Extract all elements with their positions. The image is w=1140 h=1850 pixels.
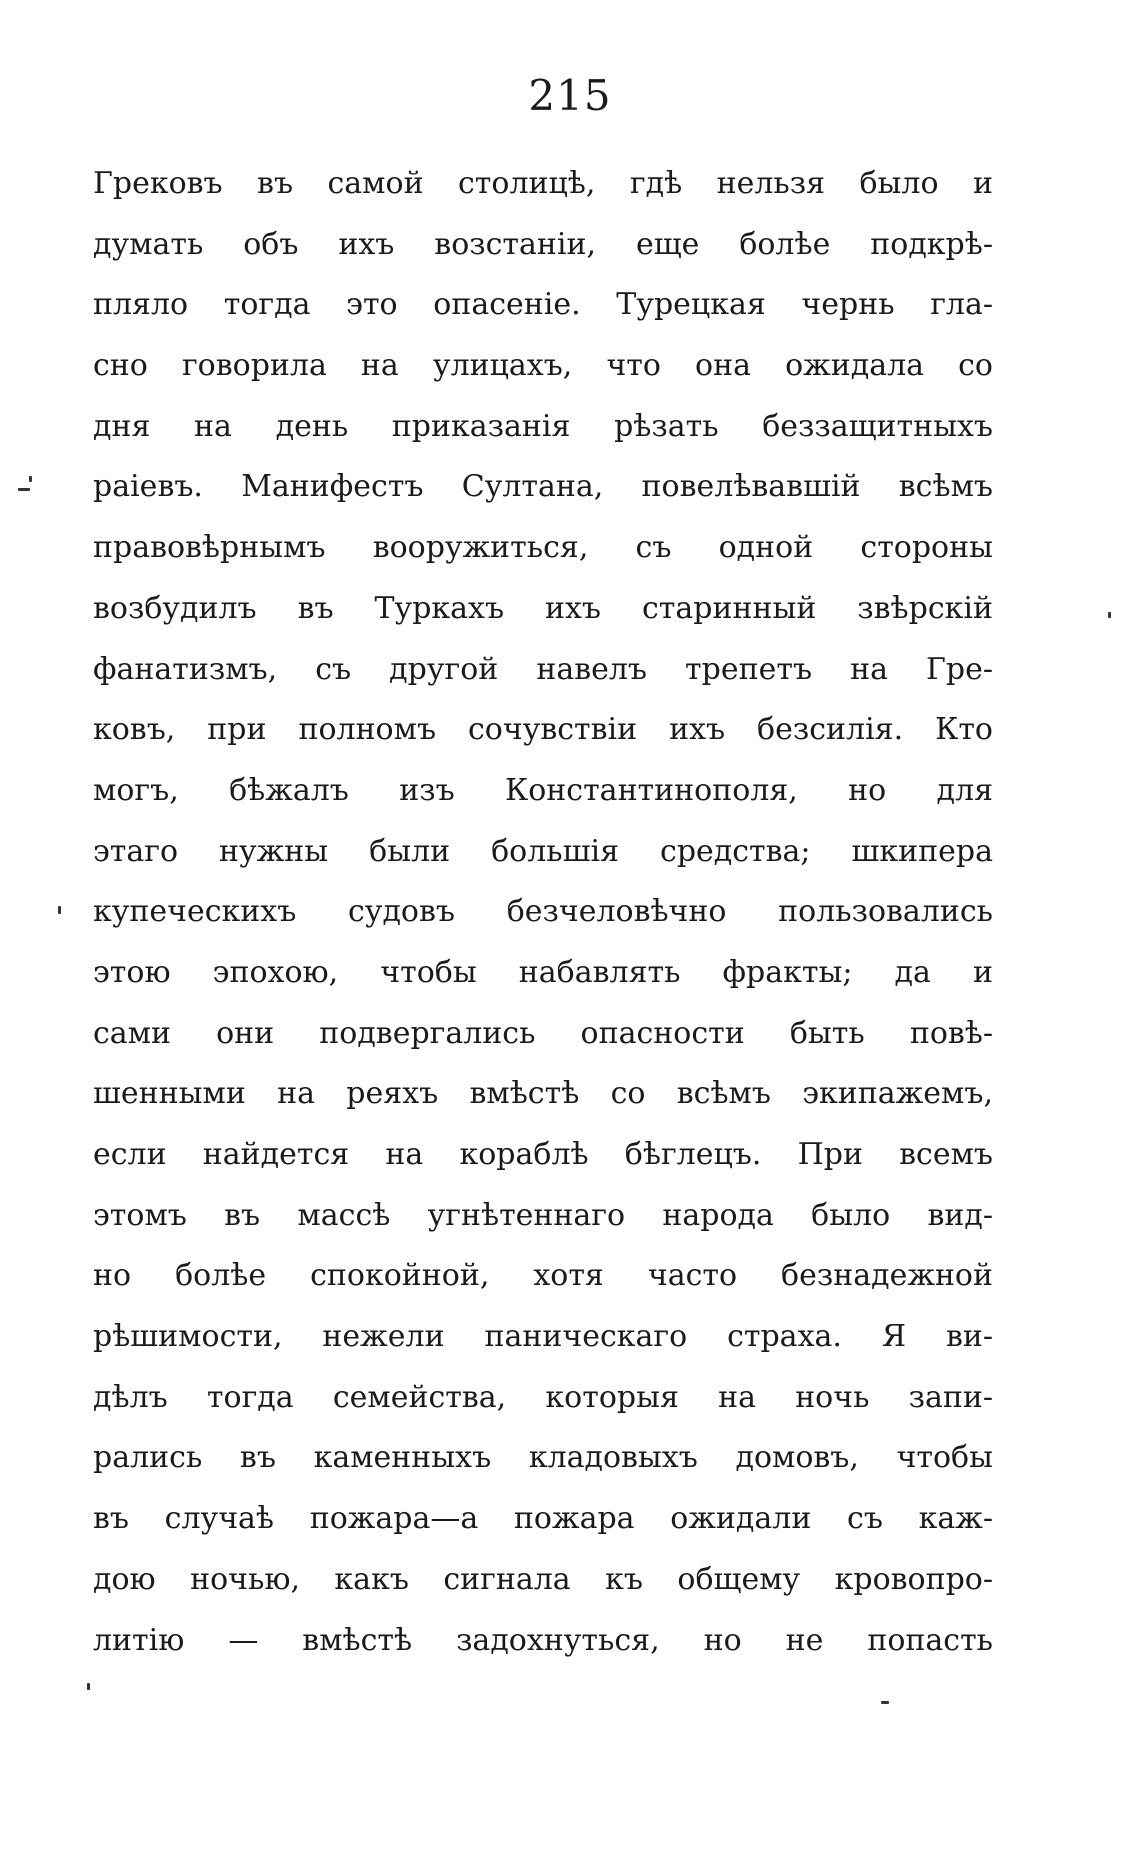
text-line: правовѣрнымъ вооружиться, съ одной стороны (93, 530, 993, 566)
text-line: могъ, бѣжалъ изъ Константинополя, но для (93, 772, 993, 808)
text-line: этаго нужны были большія средства; шкипера (93, 833, 993, 869)
text-line: въ случаѣ пожара—а пожара ожидали съ каж- (93, 1501, 993, 1537)
text-line: сно говорила на улицахъ, что она ожидала со (93, 348, 993, 384)
text-line: возбудилъ въ Туркахъ ихъ старинный звѣрскій (93, 590, 993, 626)
scan-speck (29, 476, 32, 482)
scan-speck (58, 906, 61, 914)
text-line: дою ночью, какъ сигнала къ общему кровопро- (93, 1561, 993, 1597)
scan-speck (1108, 612, 1111, 618)
text-line: рались въ каменныхъ кладовыхъ домовъ, чтобы (93, 1440, 993, 1476)
text-line: этою эпохою, чтобы набавлять фракты; да и (93, 954, 993, 990)
page-number: 215 (528, 71, 612, 120)
scan-speck (87, 1683, 90, 1690)
text-line: литію — вмѣстѣ задохнуться, но не попасть (93, 1622, 993, 1658)
text-line: этомъ въ массѣ угнѣтеннаго народа было вид- (93, 1197, 993, 1233)
text-line: купеческихъ судовъ безчеловѣчно пользовались (93, 894, 993, 930)
scan-speck (881, 1701, 889, 1704)
text-line: сами они подвергались опасности быть повѣ- (93, 1015, 993, 1051)
text-line: если найдется на кораблѣ бѣглецъ. При всемъ (93, 1137, 993, 1172)
text-line: фанатизмъ, съ другой навелъ трепетъ на Гре- (93, 651, 993, 687)
text-line: Грековъ въ самой столицѣ, гдѣ нельзя было и (93, 166, 993, 201)
text-line: дѣлъ тогда семейства, которыя на ночь запи- (93, 1379, 993, 1415)
text-line: дня на день приказанія рѣзать беззащитныхъ (93, 408, 993, 444)
scan-speck (18, 488, 30, 491)
body-text (93, 154, 993, 1671)
text-line: ковъ, при полномъ сочувствіи ихъ безсилія. Кто (93, 712, 993, 748)
text-line: но болѣе спокойной, хотя часто безнадежной (93, 1258, 993, 1294)
text-line: думать объ ихъ возстаніи, еще болѣе подкрѣ- (93, 226, 993, 262)
text-line: рѣшимости, нежели паническаго страха. Я ви- (93, 1319, 993, 1355)
text-line: шенными на реяхъ вмѣстѣ со всѣмъ экипажемъ, (93, 1076, 993, 1112)
text-line: пляло тогда это опасеніе. Турецкая чернь гла- (93, 287, 993, 323)
text-line: раіевъ. Манифестъ Султана, повелѣвавшій всѣмъ (93, 469, 993, 505)
